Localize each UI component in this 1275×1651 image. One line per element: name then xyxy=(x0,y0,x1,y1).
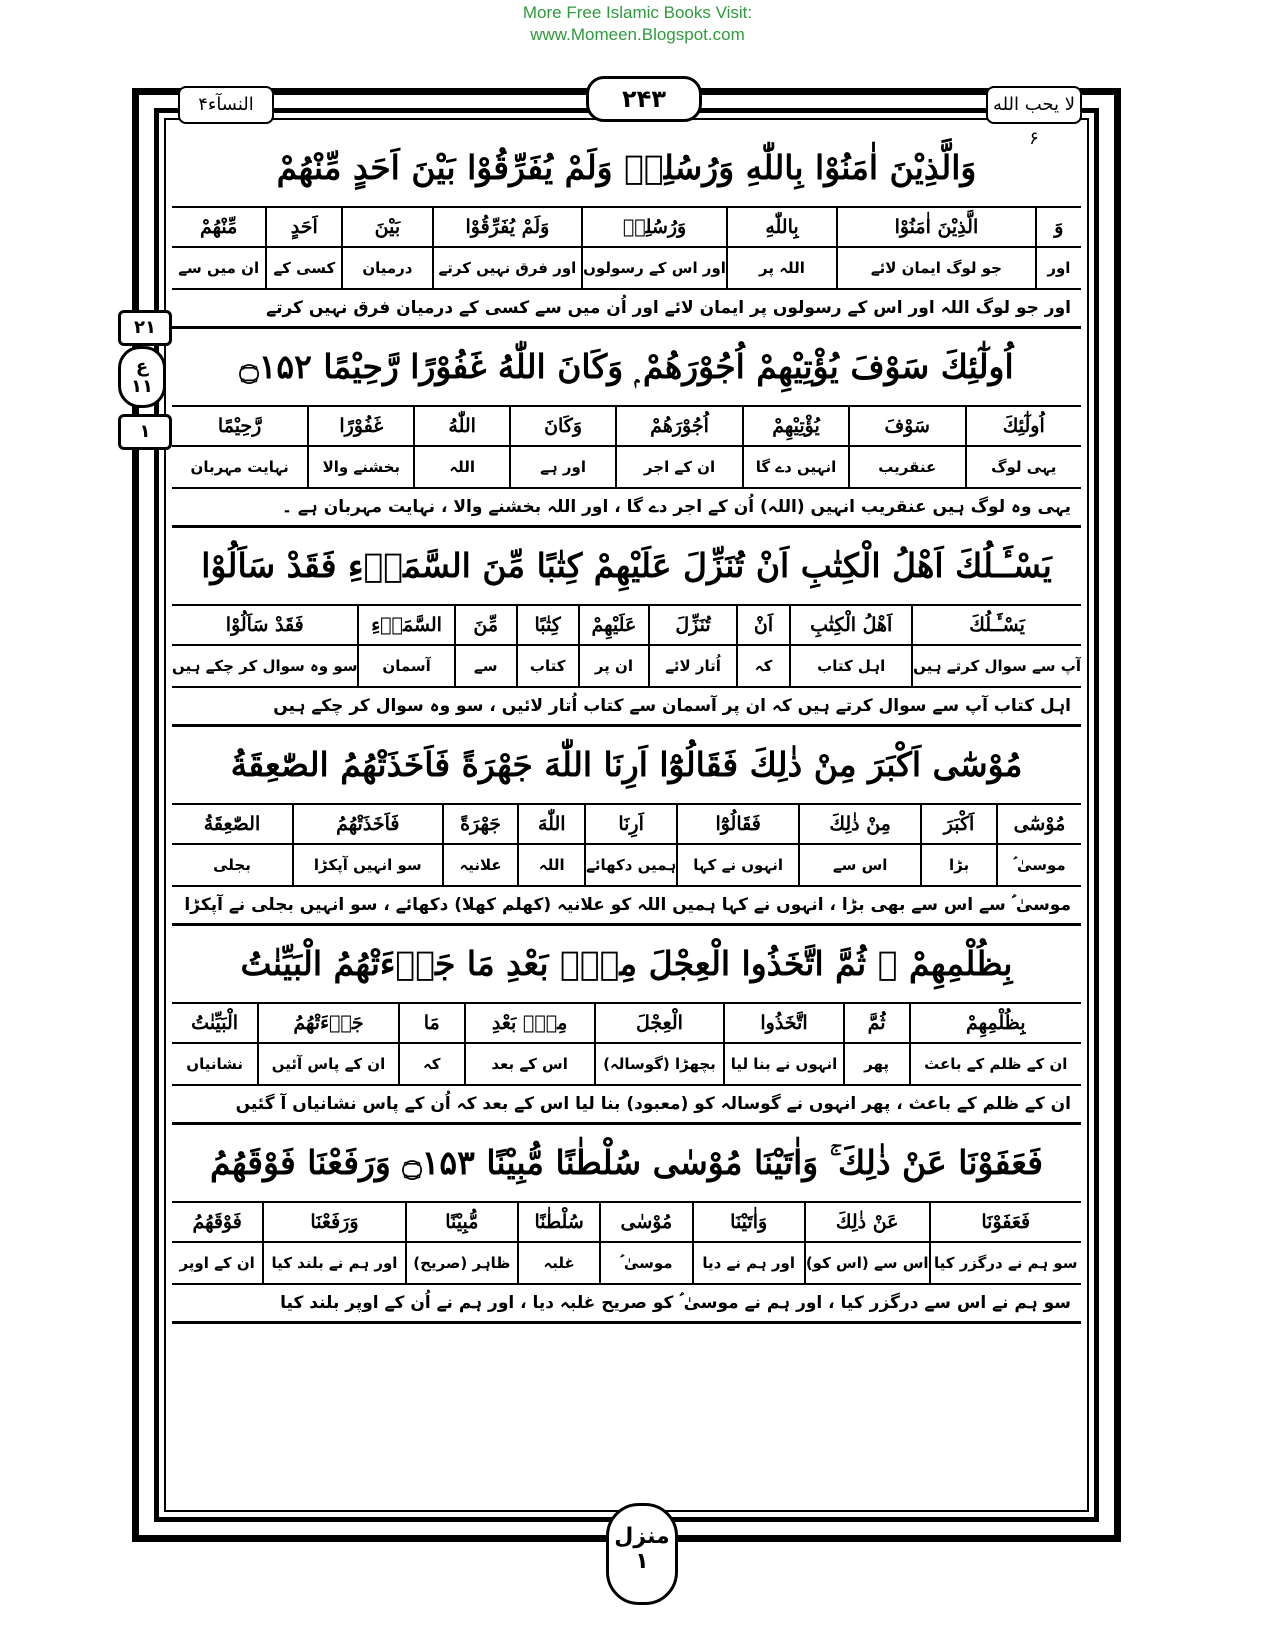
word-meaning: کتاب xyxy=(529,657,566,675)
word-cell xyxy=(265,208,341,288)
word-arabic: ثُمَّ xyxy=(845,1004,909,1044)
word-cell xyxy=(843,1004,909,1084)
word-cell xyxy=(848,407,964,487)
word-arabic: السَّمَاۗءِ xyxy=(359,606,453,646)
ruku-top-badge xyxy=(118,310,172,346)
word-grid xyxy=(172,407,1081,489)
word-arabic: فَوْقَهُمُ xyxy=(172,1203,262,1243)
word-cell xyxy=(464,1004,594,1084)
word-arabic: سَوْفَ xyxy=(850,407,964,447)
word-cell xyxy=(257,1004,398,1084)
word-meaning: نشانیاں xyxy=(186,1055,243,1073)
word-arabic: جَاۗءَتْهُمُ xyxy=(259,1004,398,1044)
word-grid xyxy=(172,1203,1081,1285)
word-arabic: اَرِنَا xyxy=(586,805,676,845)
word-arabic: اللّٰهُ xyxy=(415,407,509,447)
word-arabic: فَقَالُوْٓا xyxy=(678,805,798,845)
word-arabic: عَلَيْهِمْ xyxy=(580,606,649,646)
word-meaning: یہی لوگ xyxy=(991,458,1057,476)
promo-banner[interactable] xyxy=(0,2,1275,46)
word-meaning: سو وہ سوال کر چکے ہیں xyxy=(172,657,358,675)
word-arabic: وَكَانَ xyxy=(511,407,615,447)
word-arabic: مَا xyxy=(400,1004,464,1044)
word-meaning: سو ہم نے درگزر کیا xyxy=(934,1254,1078,1272)
word-arabic: اَكْبَرَ xyxy=(922,805,996,845)
verse-arabic-line: وَالَّذِيْنَ اٰمَنُوْا بِاللّٰهِ وَرُسُلِهٖ وَلَمْ يُفَرِّقُوْا بَيْنَ اَحَدٍ مِّنْهُمْ xyxy=(172,130,1081,208)
word-arabic: يُؤْتِيْهِمْ xyxy=(744,407,848,447)
word-arabic: اَحَدٍ xyxy=(267,208,341,248)
surah-name: النسآء۴ xyxy=(198,94,254,115)
word-meaning: انہیں دے گا xyxy=(755,458,837,476)
word-meaning: اور ہم نے دیا xyxy=(702,1254,796,1272)
word-cell xyxy=(798,805,920,885)
word-meaning: سو انہیں آپکڑا xyxy=(313,856,422,874)
surah-name-box xyxy=(178,86,274,124)
word-meaning: اور ہے xyxy=(540,458,586,476)
verse-block xyxy=(172,727,1081,926)
verse-translation: اہل کتاب آپ سے سوال کرتے ہیں کہ ان پر آسمان سے کتاب اُتار لائیں ، سو وہ سوال کر چکے ہیں xyxy=(172,688,1081,727)
word-meaning: بخشنے والا xyxy=(322,458,401,476)
word-cell xyxy=(1035,208,1081,288)
word-arabic: وَ xyxy=(1037,208,1081,248)
word-arabic: جَهْرَةً xyxy=(444,805,518,845)
word-cell xyxy=(398,1004,464,1084)
verse-content xyxy=(172,130,1081,1324)
word-arabic: وَلَمْ يُفَرِّقُوْا xyxy=(434,208,582,248)
verse-translation: سو ہم نے اس سے درگزر کیا ، اور ہم نے موسیٰ ؑ کو صریح غلبہ دیا ، اور ہم نے اُن کے اوپر بلند کیا xyxy=(172,1285,1081,1324)
word-meaning: اور xyxy=(1047,259,1071,277)
verse-block xyxy=(172,329,1081,528)
word-cell xyxy=(578,606,649,686)
word-arabic: تُنَزِّلَ xyxy=(650,606,736,646)
verse-arabic-line: مُوْسٰٓى اَكْبَرَ مِنْ ذٰلِكَ فَقَالُوْٓا اَرِنَا اللّٰهَ جَهْرَةً فَاَخَذَتْهُمُ الصّٰعِقَةُ xyxy=(172,727,1081,805)
word-cell xyxy=(357,606,453,686)
word-meaning: بڑا xyxy=(948,856,970,874)
word-cell xyxy=(172,1004,257,1084)
word-arabic: وَرَفَعْنَا xyxy=(264,1203,404,1243)
word-cell xyxy=(996,805,1081,885)
word-cell xyxy=(615,407,742,487)
word-meaning: انہوں نے کہا xyxy=(693,856,784,874)
word-cell xyxy=(929,1203,1081,1283)
word-arabic: مِنْ ذٰلِكَ xyxy=(800,805,920,845)
word-cell xyxy=(911,606,1081,686)
word-cell xyxy=(648,606,736,686)
manzil-badge xyxy=(606,1503,678,1605)
verse-arabic-line: فَعَفَوْنَا عَنْ ذٰلِكَ ۚ وَاٰتَيْنَا مُوْسٰى سُلْطٰنًا مُّبِيْنًا ۝۱۵۳ وَرَفَعْنَا فَوْقَهُمُ xyxy=(172,1125,1081,1203)
word-meaning: ان کے اجر xyxy=(643,458,716,476)
verse-translation: موسیٰ ؑ سے اس سے بھی بڑا ، انہوں نے کہا ہمیں اللہ کو علانیہ (کھلم کھلا) دکھائے ، سو انہیں بجلی نے آپکڑا xyxy=(172,887,1081,926)
word-cell xyxy=(584,805,676,885)
word-meaning: نہایت مہربان xyxy=(190,458,289,476)
word-cell xyxy=(804,1203,929,1283)
word-grid xyxy=(172,1004,1081,1086)
word-cell xyxy=(836,208,1035,288)
word-cell xyxy=(692,1203,804,1283)
word-meaning: ظاہر (صریح) xyxy=(413,1254,511,1272)
promo-line-1: More Free Islamic Books Visit: xyxy=(522,3,753,22)
word-meaning: عنقریب xyxy=(878,458,937,476)
ruku-top-number: ۲۱ xyxy=(134,317,156,338)
verse-block xyxy=(172,528,1081,727)
word-arabic: الصّٰعِقَةُ xyxy=(172,805,292,845)
word-arabic: اَنْ xyxy=(738,606,789,646)
manzil-number: ۱ xyxy=(635,1549,649,1574)
word-meaning: انہوں نے بنا لیا xyxy=(730,1055,838,1073)
word-meaning: ان میں سے xyxy=(178,259,260,277)
word-cell xyxy=(594,1004,724,1084)
word-cell xyxy=(405,1203,517,1283)
word-cell xyxy=(517,1203,599,1283)
word-arabic: فَعَفَوْنَا xyxy=(931,1203,1081,1243)
word-grid xyxy=(172,208,1081,290)
word-cell xyxy=(262,1203,404,1283)
word-arabic: مِنْۢ بَعْدِ xyxy=(466,1004,594,1044)
page-number-box xyxy=(586,76,702,122)
word-cell xyxy=(413,407,509,487)
word-meaning: کہ xyxy=(422,1055,441,1073)
word-meaning: کسی کے xyxy=(273,259,336,277)
word-arabic: مُوْسٰى xyxy=(601,1203,691,1243)
verse-block xyxy=(172,1125,1081,1324)
word-cell xyxy=(172,1203,262,1283)
word-cell xyxy=(723,1004,842,1084)
word-meaning: پھر xyxy=(864,1055,889,1073)
word-arabic: اتَّخَذُوا xyxy=(725,1004,842,1044)
word-arabic: بَيْنَ xyxy=(343,208,432,248)
word-cell xyxy=(442,805,518,885)
word-cell xyxy=(742,407,848,487)
verse-block xyxy=(172,130,1081,329)
word-arabic: وَرُسُلِهٖ xyxy=(583,208,726,248)
word-arabic: يَسْـَٔـلُكَ xyxy=(913,606,1081,646)
word-cell xyxy=(432,208,582,288)
word-grid xyxy=(172,805,1081,887)
word-arabic: فَقَدْ سَاَلُوْا xyxy=(172,606,357,646)
word-arabic: مُوْسٰٓى xyxy=(998,805,1081,845)
verse-arabic-line: يَسْـَٔـلُكَ اَهْلُ الْكِتٰبِ اَنْ تُنَزِّلَ عَلَيْهِمْ كِتٰبًا مِّنَ السَّمَاۗءِ فَقَدْ سَاَلُوْا xyxy=(172,528,1081,606)
word-meaning: ان کے اوپر xyxy=(179,1254,255,1272)
word-meaning: بجلی xyxy=(213,856,251,874)
word-meaning: اللہ xyxy=(449,458,476,476)
word-arabic: رَّحِيْمًا xyxy=(172,407,307,447)
verse-translation: یہی وہ لوگ ہیں عنقریب انہیں (اللہ) اُن کے اجر دے گا ، اور اللہ بخشنے والا ، نہایت مہربان ہے ۔ xyxy=(172,489,1081,528)
verse-translation: اور جو لوگ اللہ اور اس کے رسولوں پر ایمان لائے اور اُن میں سے کسی کے درمیان فرق نہیں کرتے xyxy=(172,290,1081,329)
word-cell xyxy=(581,208,726,288)
word-arabic: وَاٰتَيْنَا xyxy=(694,1203,804,1243)
word-cell xyxy=(965,407,1081,487)
word-arabic: غَفُوْرًا xyxy=(309,407,413,447)
word-meaning: غلبہ xyxy=(543,1254,575,1272)
ruku-symbol-badge xyxy=(118,346,166,408)
word-arabic: كِتٰبًا xyxy=(518,606,578,646)
word-grid xyxy=(172,606,1081,688)
word-cell xyxy=(454,606,516,686)
word-arabic: مِّنْهُمْ xyxy=(172,208,265,248)
word-arabic: الْعِجْلَ xyxy=(596,1004,724,1044)
word-meaning: سے xyxy=(473,657,498,675)
word-meaning: ان کے ظلم کے باعث xyxy=(924,1055,1068,1073)
word-cell xyxy=(726,208,836,288)
word-meaning: اس کے بعد xyxy=(491,1055,568,1073)
para-name-box xyxy=(986,86,1082,149)
word-cell xyxy=(341,208,432,288)
verse-block xyxy=(172,926,1081,1125)
word-meaning: کہ xyxy=(754,657,773,675)
word-arabic: مُّبِيْنًا xyxy=(407,1203,517,1243)
word-meaning: بچھڑا (گوسالہ) xyxy=(603,1055,716,1073)
word-meaning: اور اس کے رسولوں xyxy=(583,259,726,277)
word-meaning: ان پر xyxy=(594,657,633,675)
word-cell xyxy=(172,805,292,885)
page-number: ۲۴۳ xyxy=(622,85,666,113)
word-cell xyxy=(517,805,584,885)
word-arabic: الْبَيِّنٰتُ xyxy=(172,1004,257,1044)
word-cell xyxy=(599,1203,691,1283)
verse-arabic-line: بِظُلْمِهِمْ ۚ ثُمَّ اتَّخَذُوا الْعِجْلَ مِنْۢ بَعْدِ مَا جَاۗءَتْهُمُ الْبَيِّنٰتُ xyxy=(172,926,1081,1004)
para-name: لا يحب الله ۶ xyxy=(992,94,1076,149)
word-meaning: درمیان xyxy=(362,259,413,277)
word-meaning: اور فرق نہیں کرتے xyxy=(438,259,577,277)
word-meaning: جو لوگ ایمان لائے xyxy=(870,259,1002,277)
word-cell xyxy=(516,606,578,686)
word-meaning: آپ سے سوال کرتے ہیں xyxy=(913,657,1081,675)
word-arabic: اَهْلُ الْكِتٰبِ xyxy=(791,606,911,646)
word-cell xyxy=(172,208,265,288)
word-meaning: اور ہم نے بلند کیا xyxy=(271,1254,398,1272)
word-cell xyxy=(736,606,789,686)
word-meaning: موسیٰ ؑ xyxy=(620,1254,673,1272)
word-meaning: اس سے (اس کو) xyxy=(805,1254,929,1272)
word-meaning: ہمیں دکھائے xyxy=(586,856,677,874)
word-meaning: آسمان xyxy=(382,657,431,675)
promo-link[interactable]: www.Momeen.Blogspot.com xyxy=(530,25,745,44)
word-cell xyxy=(307,407,413,487)
word-cell xyxy=(172,407,307,487)
word-arabic: مِّنَ xyxy=(456,606,516,646)
word-arabic: سُلْطٰنًا xyxy=(519,1203,599,1243)
word-arabic: فَاَخَذَتْهُمُ xyxy=(294,805,442,845)
verse-arabic-line: اُولٰٓئِكَ سَوْفَ يُؤْتِيْهِمْ اُجُوْرَهُمْ ۭ وَكَانَ اللّٰهُ غَفُوْرًا رَّحِيْمًا ۝۱۵۲ xyxy=(172,329,1081,407)
word-meaning: موسیٰ ؑ xyxy=(1013,856,1066,874)
word-cell xyxy=(920,805,996,885)
word-cell xyxy=(172,606,357,686)
ruku-number: ۱۱ xyxy=(131,376,153,397)
word-meaning: اس سے xyxy=(832,856,888,874)
word-arabic: بِاللّٰهِ xyxy=(728,208,836,248)
word-cell xyxy=(789,606,911,686)
word-meaning: ان کے پاس آئیں xyxy=(271,1055,386,1073)
word-meaning: اہل کتاب xyxy=(817,657,886,675)
word-arabic: الَّذِيْنَ اٰمَنُوْا xyxy=(838,208,1035,248)
word-arabic: اُجُوْرَهُمْ xyxy=(617,407,742,447)
word-cell xyxy=(676,805,798,885)
word-arabic: بِظُلْمِهِمْ xyxy=(911,1004,1081,1044)
word-arabic: عَنْ ذٰلِكَ xyxy=(806,1203,929,1243)
word-cell xyxy=(509,407,615,487)
word-meaning: علانیہ xyxy=(459,856,502,874)
word-arabic: اُولٰٓئِكَ xyxy=(967,407,1081,447)
verse-translation: ان کے ظلم کے باعث ، پھر انہوں نے گوسالہ کو (معبود) بنا لیا اس کے بعد کہ اُن کے پاس نشانیاں آ گئیں xyxy=(172,1086,1081,1125)
ruku-bottom-badge xyxy=(118,414,172,450)
word-cell xyxy=(909,1004,1081,1084)
manzil-label: منزل xyxy=(614,1524,670,1549)
word-cell xyxy=(292,805,442,885)
word-meaning: اللہ xyxy=(538,856,565,874)
ruku-symbol: ع xyxy=(135,356,149,377)
ruku-bottom-number: ۱ xyxy=(139,421,151,442)
word-arabic: اللّٰهَ xyxy=(519,805,584,845)
word-meaning: اُتار لائے xyxy=(665,657,721,675)
word-meaning: اللہ پر xyxy=(759,259,805,277)
